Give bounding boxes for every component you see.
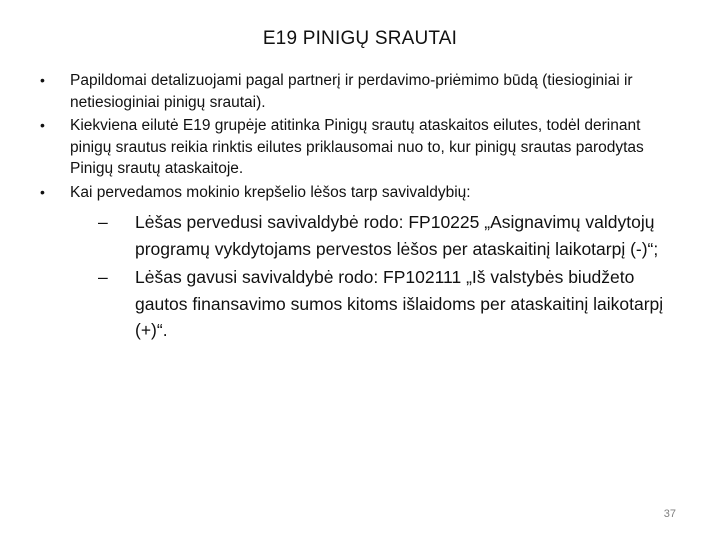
sub-bullet-item [70, 264, 686, 344]
sub-bullet-list [70, 209, 686, 344]
sub-bullet-marker: – [98, 212, 108, 232]
bullet-item [36, 115, 686, 180]
sub-bullet-marker: – [98, 267, 108, 287]
sub-bullet-text: Lėšas pervedusi savivaldybė rodo: FP10225 „Asignavimų valdytojų programų vykdytojams pervestos lėšos per ataskaitinį laikotarpį (-)“; [135, 212, 659, 259]
bullet-marker: • [40, 183, 45, 200]
bullet-text: Kai pervedamos mokinio krepšelio lėšos tarp savivaldybių: [70, 183, 471, 201]
sub-bullet-text: Lėšas gavusi savivaldybė rodo: FP102111 „Iš valstybės biudžeto gautos finansavimo sumos kitoms išlaidoms per ataskaitinį laikotarpį (+)“. [135, 267, 664, 340]
bullet-text: Papildomai detalizuojami pagal partnerį ir perdavimo-priėmimo būdą (tiesioginiai ir netiesioginiai pinigų srautai). [70, 72, 633, 111]
bullet-text: Kiekviena eilutė E19 grupėje atitinka Pinigų srautų ataskaitos eilutes, todėl derinant pinigų srautus reikia rinktis eilutes priklausomai nuo to, kur pinigų srautas parodytas Pinigų srautų ataskaitoje. [70, 117, 644, 177]
sub-bullet-item [70, 209, 686, 262]
bullet-item [36, 70, 686, 113]
page-number: 37 [663, 508, 676, 520]
bullet-list [36, 70, 686, 346]
bullet-marker: • [40, 117, 45, 133]
slide-title: E19 PINIGŲ SRAUTAI [262, 28, 458, 49]
bullet-item [36, 182, 686, 344]
bullet-marker: • [40, 72, 45, 88]
